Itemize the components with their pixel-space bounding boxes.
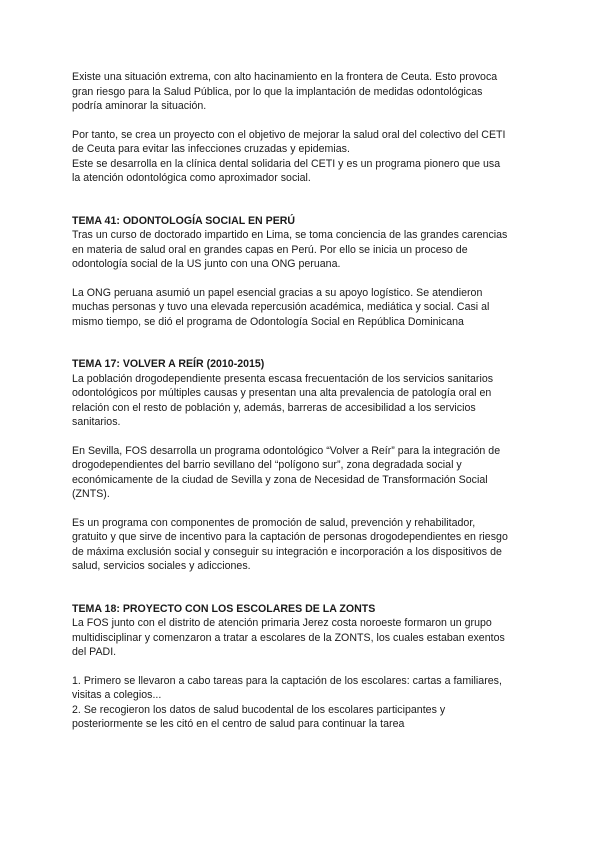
document-page [72, 70, 532, 732]
text-line: posteriormente se les citó en el centro de salud para continuar la tarea [72, 718, 405, 730]
section-heading-tema-17: TEMA 17: VOLVER A REÍR (2010-2015) [72, 358, 265, 370]
text-line: sanitarios. [72, 416, 121, 428]
text-line: relación con el resto de población y, además, barreras de accesibilidad a los servicios [72, 401, 476, 414]
text-line: 2. Se recogieron los datos de salud bucodental de los escolares participantes y [72, 703, 446, 716]
text-line: Tras un curso de doctorado impartido en Lima, se toma conciencia de las grandes carencias [72, 229, 508, 241]
text-line: 1. Primero se llevaron a cabo tareas para la captación de los escolares: cartas a familiares, [72, 674, 502, 687]
text-line: Es un programa con componentes de promoción de salud, prevención y rehabilitador, [72, 516, 476, 529]
text-line: del PADI. [72, 646, 117, 658]
text-line: la atención odontológica como aproximador social. [72, 172, 311, 184]
paragraph-peru-doctorate [72, 228, 532, 272]
paragraph-ong-peruana [72, 286, 532, 330]
text-line: de Ceuta para evitar las infecciones cruzadas y epidemias. [72, 143, 350, 155]
text-line: Existe una situación extrema, con alto hacinamiento en la frontera de Ceuta. Esto provoca [72, 71, 498, 83]
section-heading-tema-41: TEMA 41: ODONTOLOGÍA SOCIAL EN PERÚ [72, 214, 296, 227]
paragraph-program-components [72, 516, 532, 574]
paragraph-ceuta-situation [72, 70, 532, 114]
paragraph-drogodependiente-population [72, 372, 532, 430]
text-line: Este se desarrolla en la clínica dental solidaria del CETI y es un programa pionero que usa [72, 157, 501, 170]
text-line: podría aminorar la situación. [72, 100, 207, 112]
text-line: multidisciplinar y comenzaron a tratar a escolares de la ZONTS, los cuales estaban exentos [72, 631, 505, 644]
text-line: odontología social de la US junto con una ONG peruana. [72, 258, 341, 270]
text-line: La FOS junto con el distrito de atención primaria Jerez costa noroeste formaron un grupo [72, 617, 492, 629]
text-line: La población drogodependiente presenta escasa frecuentación de los servicios sanitarios [72, 372, 494, 385]
paragraph-numbered-steps [72, 674, 532, 732]
text-line: En Sevilla, FOS desarrolla un programa odontológico “Volver a Reír” para la integración de [72, 444, 501, 457]
text-line: mismo tiempo, se dió el programa de Odontología Social en República Dominicana [72, 315, 464, 328]
text-line: muchas personas y tuvo una elevada repercusión académica, mediática y social. Casi al [72, 301, 490, 313]
text-line: gran riesgo para la Salud Pública, por lo que la implantación de medidas odontológicas [72, 85, 483, 98]
text-line: económicamente de la ciudad de Sevilla y zona de Necesidad de Transformación Social [72, 473, 488, 486]
section-heading-tema-18: TEMA 18: PROYECTO CON LOS ESCOLARES DE LA ZONTS [72, 602, 376, 615]
text-line: odontológicos por múltiples causas y presentan una alta prevalencia de patología oral en [72, 387, 492, 399]
text-line: Por tanto, se crea un proyecto con el objetivo de mejorar la salud oral del colectivo del CETI [72, 128, 506, 141]
text-line: (ZNTS). [72, 488, 110, 500]
paragraph-ceti-project [72, 128, 532, 186]
text-line: La ONG peruana asumió un papel esencial gracias a su apoyo logístico. Se atendieron [72, 286, 483, 299]
text-line: drogodependientes del barrio sevillano del “polígono sur”, zona degradada social y [72, 459, 462, 471]
text-line: visitas a colegios... [72, 689, 162, 701]
paragraph-fos-jerez [72, 616, 532, 660]
text-line: salud, servicios sociales y adicciones. [72, 560, 251, 572]
text-line: gratuito y que sirve de incentivo para la captación de personas drogodependientes en riesgo [72, 531, 508, 543]
paragraph-volver-a-reir-sevilla [72, 444, 532, 502]
text-line: en materia de salud oral en grandes capas en Perú. Por ello se inicia un proceso de [72, 243, 468, 256]
text-line: de máxima exclusión social y conseguir su integración e incorporación a los dispositivos de [72, 545, 502, 558]
